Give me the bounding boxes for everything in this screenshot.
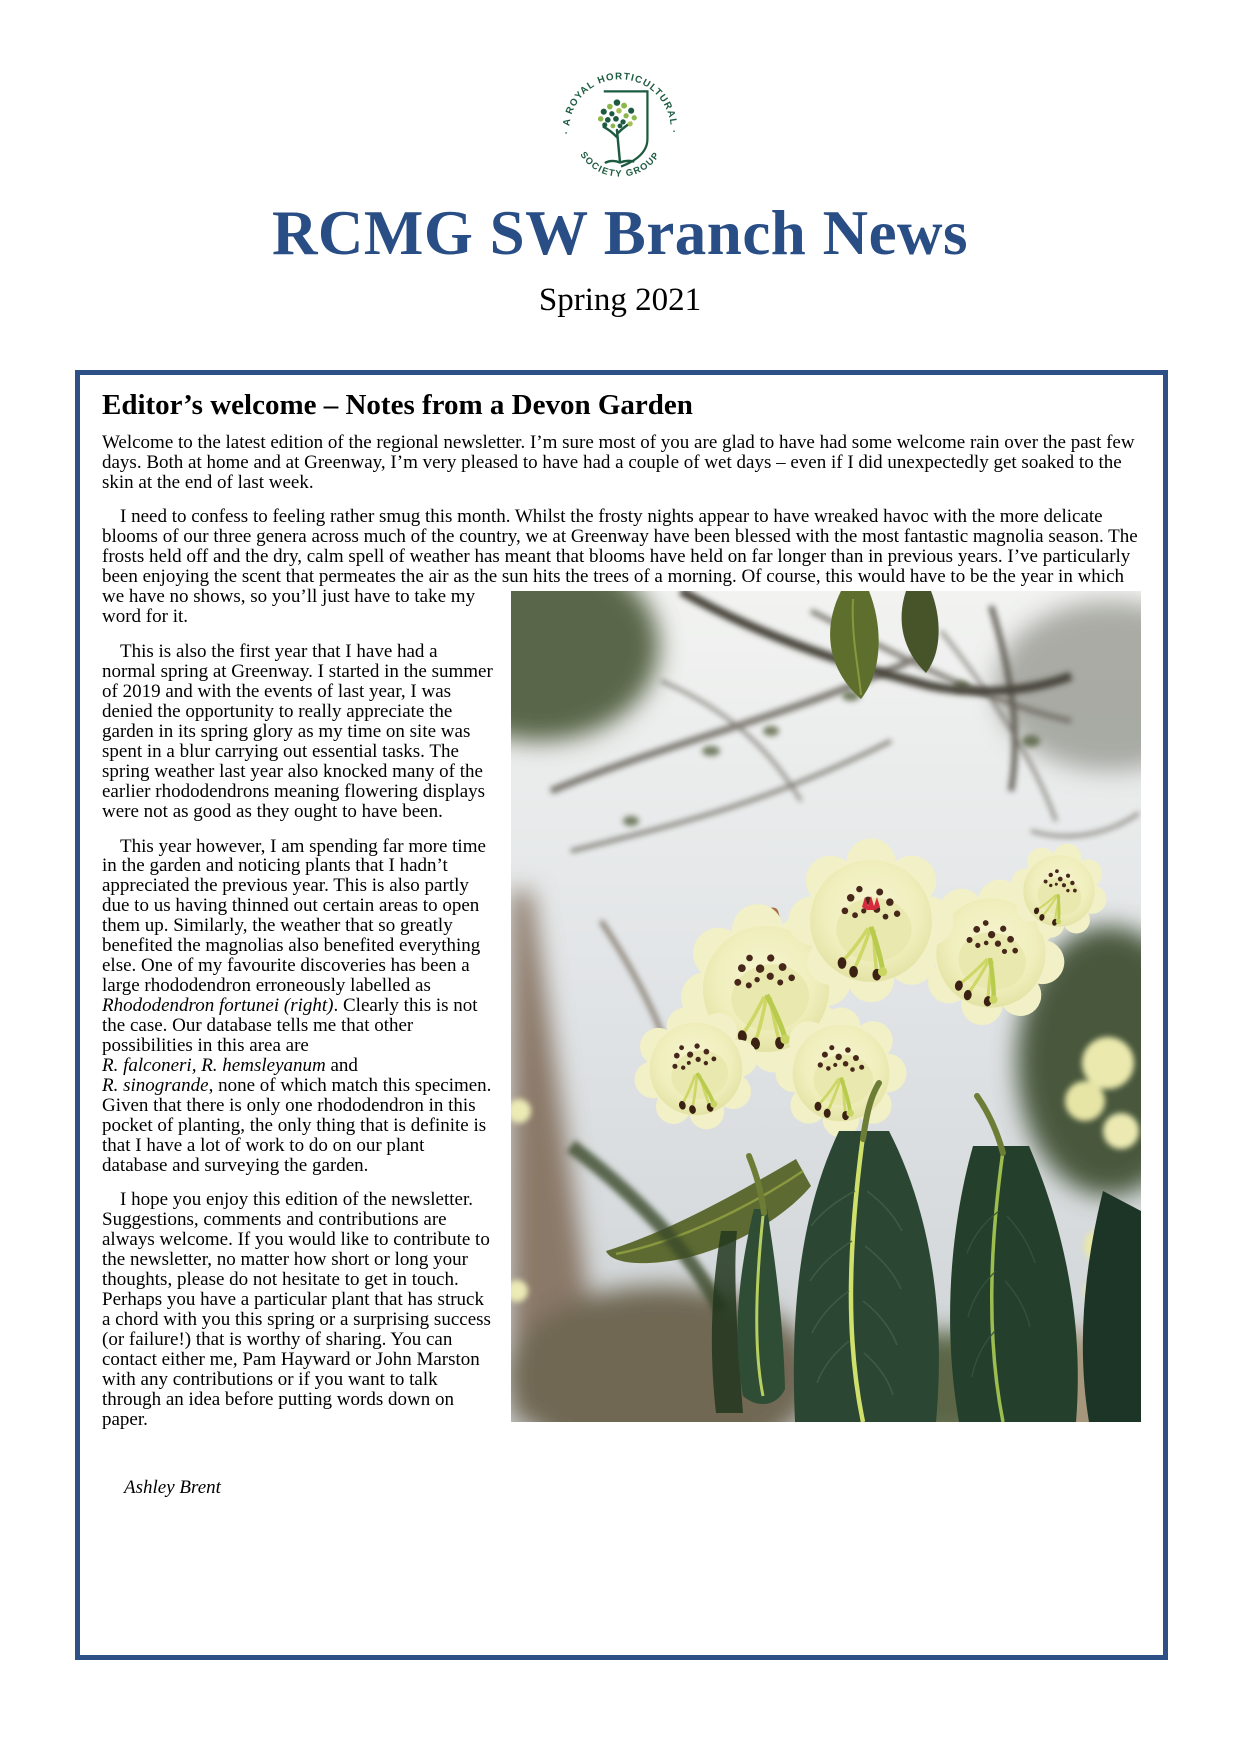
rhs-group-logo [0, 0, 1240, 194]
rhododendron-photo-graphic [511, 591, 1141, 1422]
paragraph-4-segment: and [330, 1054, 358, 1076]
logo-arc-bottom-text: SOCIETY GROUP [578, 149, 662, 179]
paragraph-4-segment: . Clearly this is not the case. Our database tells me that other possibilities in this area are [102, 995, 478, 1056]
editor-signature: Ashley Brent [124, 1476, 221, 1498]
logo-arc-top-text: · A ROYAL HORTICULTURAL · [561, 71, 679, 135]
newsletter-title: RCMG SW Branch News [271, 198, 969, 268]
shield-icon [604, 91, 648, 166]
paragraph-2-text-before-photo: I need to confess to feeling rather smug this month. Whilst the frosty nights appear to have wreaked havoc with the more delicate blooms of our three genera across much of the country, we at Greenway have been blessed with the most fantastic magnolia season. The frosts held off and the dry, calm spell of weather has meant that blooms have held on far longer than in previous years. I’ve particularly been enjoying the scent that permeates the air as the sun hits the trees of a [102, 506, 1138, 588]
article-paragraph-3: This is also the first year that I have had a normal spring at Greenway. I started in the summer of 2019 and with the events of last year, I was denied the opportunity to really appreciate the garden in its spring glory as my time on site was spent in a blur carrying out essential tasks. The spring weather last year also knocked many of the earlier rhododendrons meaning flowering displays were not as good as they ought to have been. [102, 641, 493, 822]
species-name-italic: R. sinogrande [102, 1074, 209, 1096]
species-name-italic: Rhododendron fortunei (right) [102, 995, 334, 1017]
red-flower-centre [862, 896, 880, 910]
rhs-group-badge-graphic [556, 66, 684, 194]
tree-trunk-icon [604, 123, 633, 163]
paragraph-4-segment: , none of which match this specimen. Given that there is only one rhododendron in this pocket of planting, the only thing that is definite is that I have a lot of work to do on our plant database and surveying the garden. [102, 1074, 492, 1176]
article-frame [75, 370, 1168, 1660]
article-body [102, 433, 1141, 1498]
tree-foliage-icon [598, 99, 637, 128]
article-heading: Editor’s welcome – Notes from a Devon Garden [102, 388, 693, 421]
species-name-italic: R. falconeri, R. hemsleyanum [102, 1054, 326, 1076]
article-paragraph-2 [102, 507, 1141, 627]
newsletter-subtitle: Spring 2021 [538, 281, 702, 318]
rhododendron-photo [511, 591, 1141, 1422]
paragraph-2-text-after-photo: morning. Of course, this would have to be the year in which we have no shows, so you’ll just have to take my word for it. [102, 566, 1125, 628]
article-paragraph-5: I hope you enjoy this edition of the newsletter. Suggestions, comments and contributions are always welcome. If you would like to contribute to the newsletter, no matter how short or long your thoughts, please do not hesitate to get in touch. Perhaps you have a particular plant that has struck a chord with you this spring or a surprising success (or failure!) that is worthy of sharing. You can contact either me, Pam Hayward or John Marston with any contributions or if you want to talk through an idea before putting words down on paper. [102, 1189, 491, 1430]
masthead [0, 0, 1240, 318]
article-paragraph-1: Welcome to the latest edition of the regional newsletter. I’m sure most of you are glad to have had some welcome rain over the past few days. Both at home and at Greenway, I’m very pleased to have had a couple of wet days – even if I did unexpectedly get soaked to the skin at the end of last week. [102, 431, 1135, 493]
paragraph-4-segment: This year however, I am spending far more time in the garden and noticing plants that I hadn’t appreciated the previous year. This is also partly due to us having thinned out certain areas to open them up. Similarly, the weather that so greatly benefited the magnolias also benefited everything else. One of my favourite discoveries has been a large rhododendron erroneously labelled as [102, 835, 486, 997]
